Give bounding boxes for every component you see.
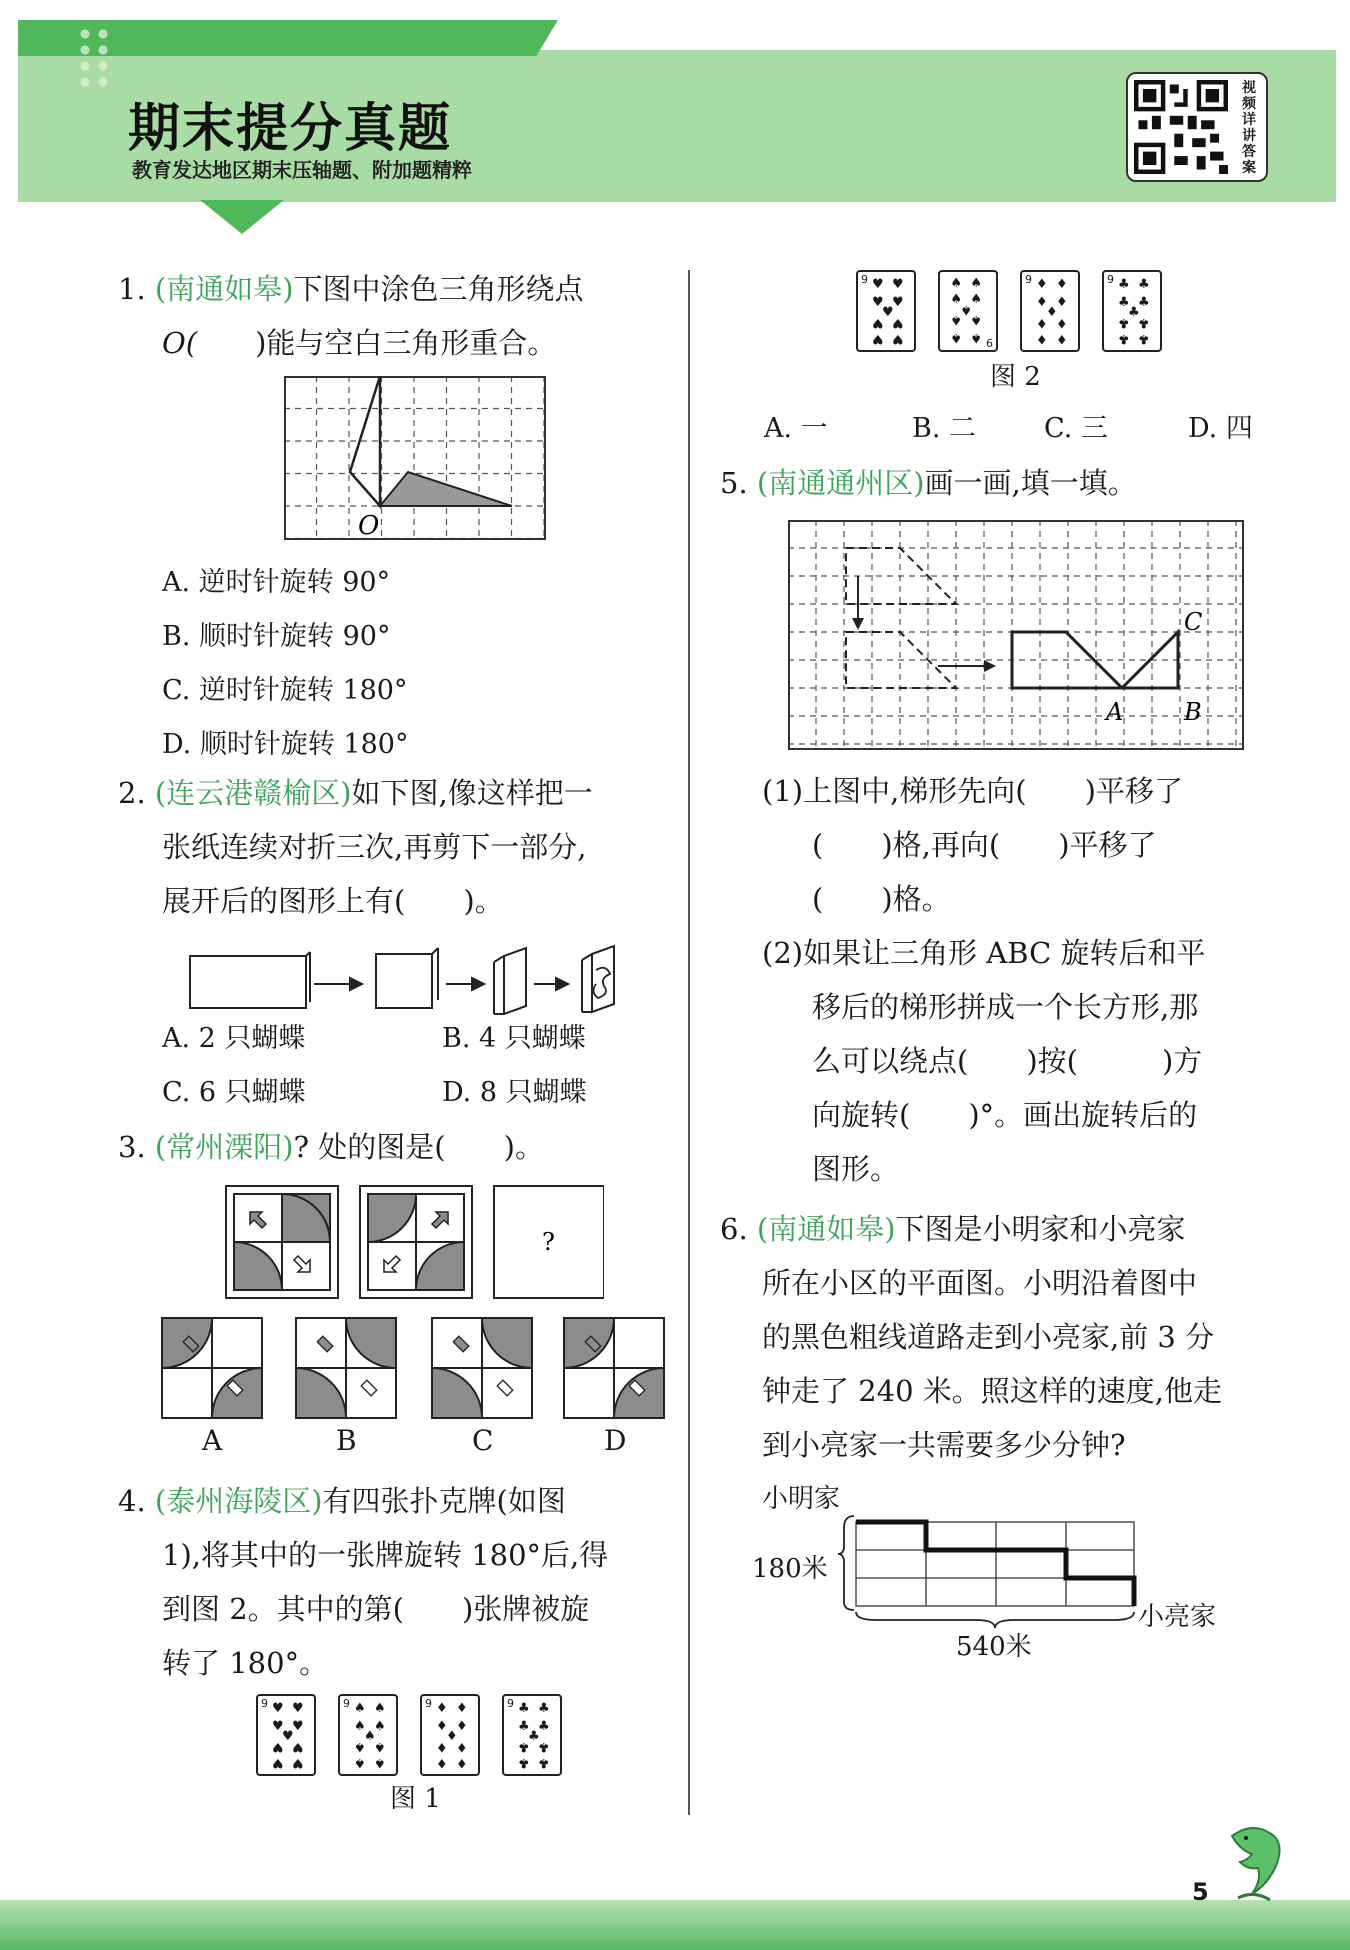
q6-width-label: 540米 (956, 1632, 1032, 1662)
q1-options (162, 556, 408, 772)
q1-option-b[interactable]: B. 顺时针旋转 90° (162, 621, 391, 652)
q2-option-c[interactable]: C. 6 只蝴蝶 (162, 1077, 306, 1108)
q3-tile-unknown (494, 1186, 604, 1298)
q5-p1-line3: ( )格。 (812, 882, 951, 916)
q3-option-tile-b (296, 1318, 396, 1418)
dolphin-icon (1218, 1818, 1290, 1908)
q2-option-a[interactable]: A. 2 只蝴蝶 (162, 1023, 306, 1054)
q3-option-d[interactable]: D (604, 1424, 627, 1457)
q2-option-d[interactable]: D. 8 只蝴蝶 (442, 1077, 587, 1108)
q6-line4: 钟走了 240 米。照这样的速度,他走 (762, 1374, 1223, 1408)
q5-grid-figure (788, 520, 1244, 750)
q4-option-c[interactable]: C. 三 (1044, 413, 1108, 444)
page-title: 期末提分真题 (128, 99, 453, 159)
q4-figure-2-caption: 图 2 (990, 362, 1041, 392)
q6-line2: 所在小区的平面图。小明沿着图中 (762, 1266, 1198, 1300)
playing-card-4: 9 ♣ ♣ ♣ ♣ ♣ ♣ ♣ ♣ ♣ (502, 1694, 562, 1776)
q1-line2: O( )能与空白三角形重合。 (162, 326, 557, 360)
playing-card-4: 9 ♣ ♣ ♣ ♣ ♣ ♣ ♣ ♣ ♣ (1102, 270, 1162, 352)
q1-option-c[interactable]: C. 逆时针旋转 180° (162, 675, 408, 706)
header-notch (200, 200, 284, 234)
qr-label: 视频详讲答案 (1242, 80, 1256, 176)
q5-p2-line5: 图形。 (812, 1152, 900, 1186)
q2-line3: 展开后的图形上有( )。 (162, 884, 504, 918)
q4-line3: 到图 2。其中的第( )张牌被旋 (162, 1592, 590, 1626)
q6-line3: 的黑色粗线道路走到小亮家,前 3 分 (762, 1320, 1215, 1354)
column-divider (688, 270, 690, 1815)
width-brace (856, 1612, 1134, 1628)
q2-line1: 2. (连云港赣榆区)如下图,像这样把一 (118, 776, 593, 810)
q3-option-tile-c (432, 1318, 532, 1418)
q5-line1: 5. (南通通州区)画一画,填一填。 (720, 466, 1137, 500)
q3-sequence-figure (224, 1184, 604, 1300)
q3-option-b[interactable]: B (336, 1424, 357, 1457)
route-line (856, 1522, 1134, 1606)
q4-line4: 转了 180°。 (162, 1646, 329, 1680)
q6-line1: 6. (南通如皋)下图是小明家和小亮家 (720, 1212, 1186, 1246)
playing-card-1: 9 ♥ ♥ ♥ ♥ ♥ ♥ ♥ ♥ ♥ (256, 1694, 316, 1776)
paper-fold-1 (376, 954, 432, 1008)
q1-option-a[interactable]: A. 逆时针旋转 90° (162, 567, 391, 598)
q5-p2-line4: 向旋转( )°。画出旋转后的 (812, 1098, 1198, 1132)
header-dots (76, 26, 112, 90)
q4-figure-2 (856, 270, 1176, 352)
playing-card-1: 9 ♥ ♥ ♥ ♥ ♥ ♥ ♥ ♥ ♥ (856, 270, 916, 352)
q2-line2: 张纸连续对折三次,再剪下一部分, (162, 830, 587, 864)
svg-text:C: C (1184, 608, 1203, 636)
q5-p2-line2: 移后的梯形拼成一个长方形,那 (812, 990, 1199, 1024)
q3-option-a[interactable]: A (202, 1424, 223, 1457)
q1-grid-figure (284, 376, 546, 540)
q3-option-tile-a (162, 1318, 262, 1418)
q4-option-a[interactable]: A. 一 (764, 413, 828, 444)
playing-card-2: 9 ♠ ♠ ♠ ♠ ♠ ♠ ♠ ♠ ♠ (338, 1694, 398, 1776)
q3-option-c[interactable]: C (472, 1424, 494, 1457)
playing-card-3: 9 ♦ ♦ ♦ ♦ ♦ ♦ ♦ ♦ ♦ (420, 1694, 480, 1776)
q3-tile-1 (226, 1186, 338, 1298)
q4-figure-1-caption: 图 1 (390, 1784, 441, 1814)
page-number: 5 (1192, 1878, 1209, 1906)
q4-line1: 4. (泰州海陵区)有四张扑克牌(如图 (118, 1484, 566, 1518)
q4-figure-1 (256, 1694, 576, 1776)
q6-line5: 到小亮家一共需要多少分钟? (762, 1428, 1126, 1462)
q4-option-b[interactable]: B. 二 (912, 413, 977, 444)
q1-option-d[interactable]: D. 顺时针旋转 180° (162, 729, 409, 760)
q6-start-label: 小明家 (762, 1484, 841, 1514)
q5-p2-line3: 么可以绕点( )按( )方 (812, 1044, 1203, 1078)
svg-text:A: A (1106, 698, 1124, 726)
q4-option-d[interactable]: D. 四 (1188, 413, 1253, 444)
paper-fold-2 (504, 948, 526, 1014)
svg-text:?: ? (542, 1228, 555, 1256)
playing-card-2: 9 ♠ ♠ ♠ ♠ ♠ ♠ ♠ ♠ ♠ (938, 270, 998, 352)
q2-options (162, 1012, 662, 1120)
q5-p2-line1: (2)如果让三角形 ABC 旋转后和平 (762, 936, 1206, 970)
q6-height-label: 180米 (752, 1554, 828, 1584)
q6-map-figure (836, 1512, 1140, 1632)
q3-options-figure (160, 1316, 670, 1422)
qr-code-icon[interactable] (1134, 80, 1228, 174)
q5-p1-line2: ( )格,再向( )平移了 (812, 828, 1157, 862)
qr-code-box[interactable] (1126, 72, 1268, 182)
point-o-label: O (358, 511, 380, 540)
q3-option-tile-d (564, 1318, 664, 1418)
q3-line1: 3. (常州溧阳)? 处的图是( )。 (118, 1130, 544, 1164)
paper-flat (190, 956, 306, 1008)
footer-band (0, 1900, 1350, 1950)
page-subtitle: 教育发达地区期末压轴题、附加题精粹 (132, 158, 472, 182)
height-brace (838, 1516, 854, 1610)
q2-option-b[interactable]: B. 4 只蝴蝶 (442, 1023, 586, 1054)
svg-text:B: B (1184, 698, 1202, 726)
q4-line2: 1),将其中的一张牌旋转 180°后,得 (162, 1538, 609, 1572)
q1-line1: 1. (南通如皋)下图中涂色三角形绕点 (118, 272, 584, 306)
playing-card-3: 9 ♦ ♦ ♦ ♦ ♦ ♦ ♦ ♦ ♦ (1020, 270, 1080, 352)
q6-end-label: 小亮家 (1138, 1602, 1217, 1632)
q3-tile-2 (360, 1186, 472, 1298)
q5-p1-line1: (1)上图中,梯形先向( )平移了 (762, 774, 1183, 808)
